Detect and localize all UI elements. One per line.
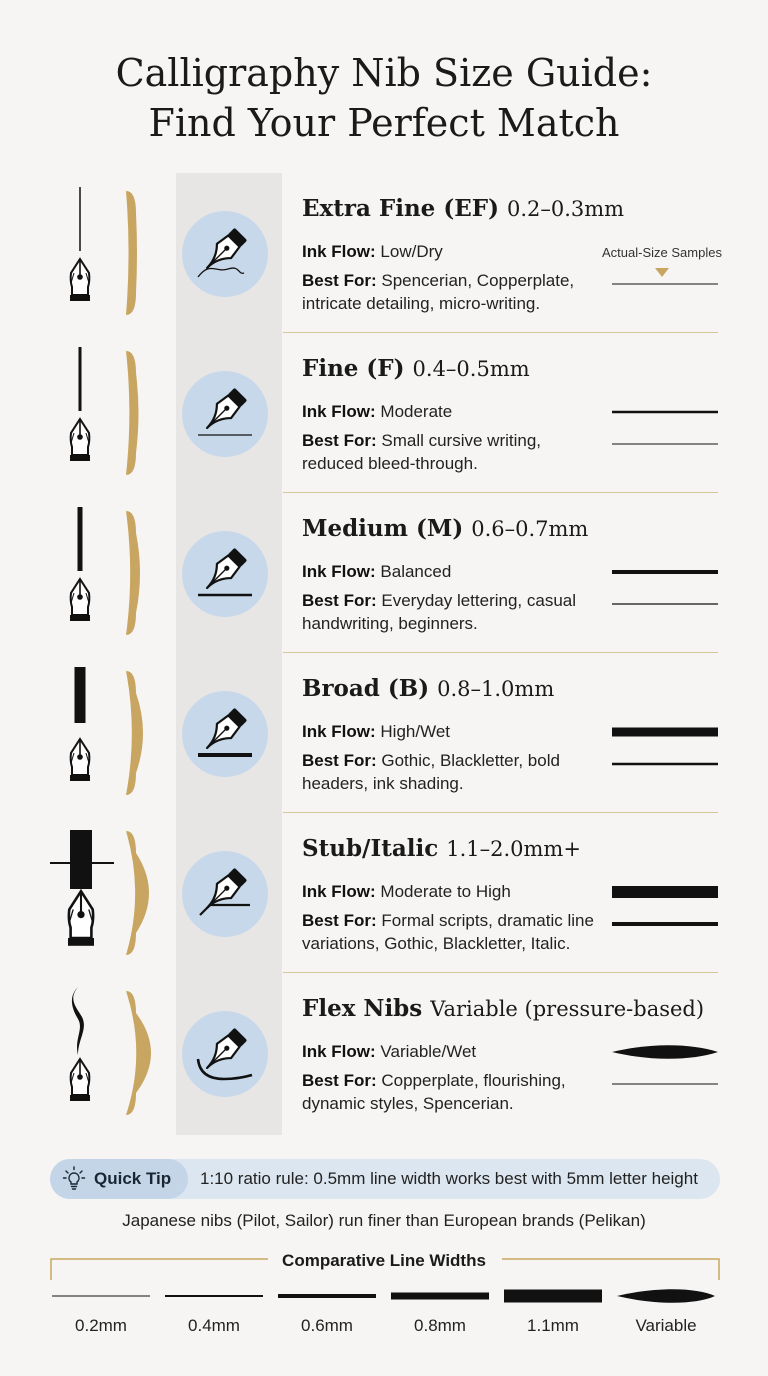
nib-name: Stub/Italic	[302, 835, 439, 862]
nib-name: Extra Fine (EF)	[302, 195, 499, 222]
brand-note: Japanese nibs (Pilot, Sailor) run finer than European brands (Pelikan)	[122, 1211, 646, 1230]
best-for-value: Formal scripts, dramatic line variations, Gothic, Blackletter, Italic.	[302, 911, 594, 953]
fountain-pen-icon	[180, 209, 270, 299]
samples-arrow-icon	[655, 268, 669, 278]
quick-tip-label: Quick Tip	[94, 1169, 172, 1188]
nib-row	[0, 653, 768, 813]
best-for-value: Everyday lettering, casual handwriting, beginners.	[302, 591, 577, 633]
comparison-line	[278, 1294, 376, 1298]
comparison-line	[617, 1289, 715, 1303]
ink-flow	[302, 402, 452, 422]
ink-flow-value: Balanced	[380, 562, 452, 581]
best-for	[302, 909, 602, 955]
ink-flow	[302, 562, 451, 582]
quick-tip-text: 1:10 ratio rule: 0.5mm line width works best with 5mm letter height	[200, 1169, 698, 1188]
ink-flow-label: Ink Flow:	[302, 402, 376, 421]
nib-name: Fine (F)	[302, 355, 405, 382]
ink-flow-label: Ink Flow:	[302, 242, 376, 261]
nib-row	[0, 493, 768, 653]
best-for-label: Best For:	[302, 911, 377, 930]
comparison-label: Variable	[635, 1316, 697, 1335]
ink-flow-label: Ink Flow:	[302, 882, 376, 901]
comparison-line	[504, 1290, 602, 1303]
nib-title	[302, 835, 581, 862]
best-for	[302, 429, 602, 475]
ink-flow-value: High/Wet	[380, 722, 451, 741]
comparison-label: 1.1mm	[527, 1316, 579, 1335]
fountain-pen-icon	[180, 1009, 270, 1099]
best-for-value: Gothic, Blackletter, bold headers, ink shading.	[302, 751, 560, 793]
nib-row	[0, 333, 768, 493]
ink-flow-value: Variable/Wet	[380, 1042, 477, 1061]
ink-flow-value: Moderate	[380, 402, 453, 421]
actual-size-sample	[610, 813, 720, 973]
ink-flow-label: Ink Flow:	[302, 1042, 376, 1061]
best-for-label: Best For:	[302, 1071, 377, 1090]
actual-size-sample	[610, 333, 720, 493]
quick-tip-banner	[50, 1159, 720, 1199]
best-for-value: Small cursive writing, reduced bleed-through.	[302, 431, 542, 473]
comparison-title: Comparative Line Widths	[282, 1251, 486, 1270]
nib-stroke-icon	[40, 653, 170, 813]
samples-heading: Actual-Size Samples	[602, 245, 722, 260]
nib-size: Variable (pressure-based)	[430, 997, 705, 1021]
title-line-2: Find Your Perfect Match	[148, 101, 620, 145]
actual-size-sample	[610, 973, 720, 1133]
nib-title	[302, 355, 530, 382]
comparison-label: 0.2mm	[75, 1316, 127, 1335]
comparison-line	[165, 1295, 263, 1297]
comparison-line	[52, 1296, 150, 1297]
nib-size: 0.6–0.7mm	[471, 517, 589, 541]
comparison-lines	[50, 1282, 720, 1312]
ink-flow-value: Moderate to High	[380, 882, 511, 901]
nib-row	[0, 973, 768, 1133]
best-for	[302, 269, 602, 315]
best-for-value: Copperplate, flourishing, dynamic styles, Spencerian.	[302, 1071, 566, 1113]
nib-title	[302, 195, 624, 222]
nib-size: 0.4–0.5mm	[412, 357, 530, 381]
nib-name: Medium (M)	[302, 515, 464, 542]
nib-size: 0.8–1.0mm	[437, 677, 555, 701]
comparison-label: 0.4mm	[188, 1316, 240, 1335]
ink-flow	[302, 242, 443, 262]
nib-title	[302, 675, 554, 702]
nib-stroke-icon	[40, 333, 170, 493]
nib-size: 0.2–0.3mm	[506, 197, 625, 221]
nib-stroke-icon	[40, 813, 170, 973]
fountain-pen-icon	[180, 689, 270, 779]
actual-size-sample	[610, 653, 720, 813]
best-for-value: Spencerian, Copperplate, intricate detailing, micro-writing.	[302, 271, 575, 313]
title-line-1: Calligraphy Nib Size Guide:	[115, 51, 653, 95]
ink-flow-label: Ink Flow:	[302, 562, 376, 581]
nib-title	[302, 515, 588, 542]
nib-stroke-icon	[40, 493, 170, 653]
nib-stroke-icon	[40, 973, 170, 1133]
ink-flow	[302, 882, 511, 902]
nib-name: Flex Nibs	[302, 995, 423, 1022]
best-for	[302, 1069, 602, 1115]
best-for-label: Best For:	[302, 751, 377, 770]
fountain-pen-icon	[180, 529, 270, 619]
best-for	[302, 589, 602, 635]
lightbulb-icon	[62, 1166, 86, 1192]
best-for	[302, 749, 602, 795]
nib-row	[0, 813, 768, 973]
comparison-label: 0.6mm	[301, 1316, 353, 1335]
ink-flow-label: Ink Flow:	[302, 722, 376, 741]
best-for-label: Best For:	[302, 271, 377, 290]
ink-flow-value: Low/Dry	[380, 242, 443, 261]
nib-size: 1.1–2.0mm+	[446, 837, 581, 861]
ink-flow	[302, 1042, 476, 1062]
page-title	[0, 48, 768, 148]
fountain-pen-icon	[180, 849, 270, 939]
best-for-label: Best For:	[302, 591, 377, 610]
nib-stroke-icon	[40, 173, 170, 333]
nib-name: Broad (B)	[302, 675, 430, 702]
ink-flow	[302, 722, 450, 742]
comparison-label: 0.8mm	[414, 1316, 466, 1335]
comparison-line	[391, 1293, 489, 1300]
fountain-pen-icon	[180, 369, 270, 459]
actual-size-sample	[610, 493, 720, 653]
best-for-label: Best For:	[302, 431, 377, 450]
